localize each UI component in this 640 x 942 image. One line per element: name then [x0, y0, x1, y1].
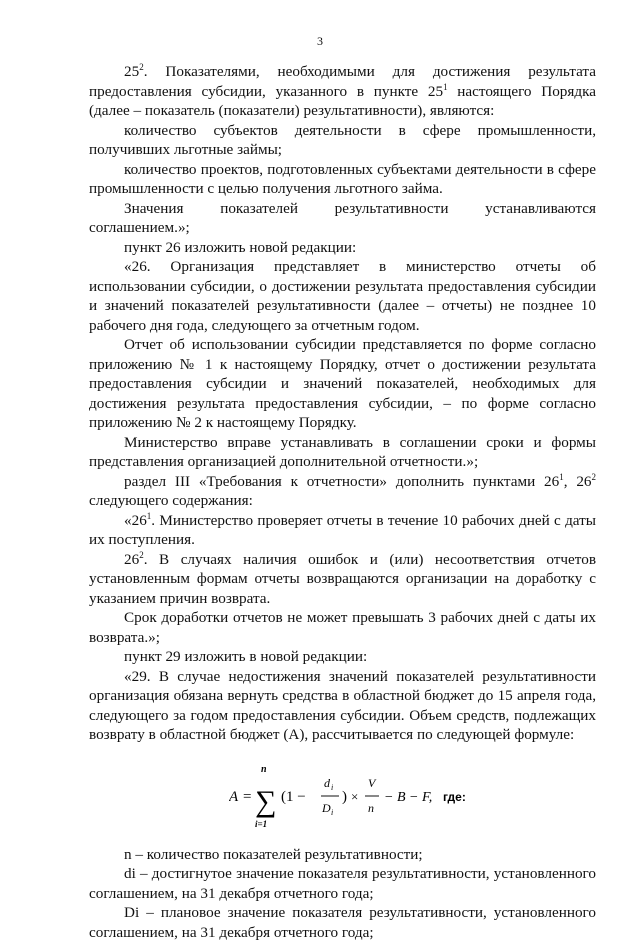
paragraph-def-di: di – достигнутое значение показателя результативности, установленного соглашением, на 31 декабря отчетного года;	[89, 865, 596, 902]
formula-v-den: n	[368, 800, 374, 815]
formula-num: d	[324, 775, 330, 790]
formula-den: D	[322, 800, 331, 815]
paragraph-indicator-loans: количество субъектов деятельности в сфере промышленности, получивших льготные займы;	[89, 121, 596, 158]
paragraph-26-2: $26^2$. В случаях наличия ошибок и (или) несоответствия отчетов установленным формам отчеты возвращаются организации на доработку с указанием причин возврата.	[89, 549, 596, 607]
formula-equals: =	[243, 788, 252, 805]
paragraph-25-2: $25^2$. Показателями, необходимыми для достижения результата предоставления субсидии, указанного в пункте $25^1$ настоящего Порядка (далее – показатель (показатели) результативности), являются:	[89, 61, 597, 119]
formula-times: ×	[351, 788, 359, 804]
formula-den-sub: i	[331, 807, 334, 817]
formula-sum-bottom: i=1	[255, 818, 268, 829]
paragraph-item-29-intro: пункт 29 изложить в новой редакции:	[124, 648, 368, 665]
paragraph-def-n: n – количество показателей результативности;	[124, 845, 423, 863]
paragraph-indicator-values: Значения показателей результативности устанавливаются соглашением.»;	[89, 199, 596, 236]
paragraph-item-26: «26. Организация представляет в министерство отчеты об использовании субсидии, о достижении результата предоставления субсидии и значений показателей результативности (далее – отчеты) не позднее 10 рабочего дня года, следующего за отчетным годом.	[89, 258, 596, 334]
formula-tail: − B − F,	[384, 789, 433, 805]
paragraph-def-Di: Di – плановое значение показателя результативности, установленного соглашением, на 31 декабря отчетного года;	[89, 904, 596, 941]
paragraph-indicator-projects: количество проектов, подготовленных субъектами деятельности в сфере промышленности с целью получения льготного займа.	[89, 160, 596, 197]
page-number: 3	[317, 34, 323, 48]
formula-open: (1 −	[281, 788, 306, 805]
formula-sum-top: n	[261, 763, 267, 775]
paragraph-item-26-intro: пункт 26 изложить новой редакции:	[124, 238, 357, 256]
paragraph-rework-deadline: Срок доработки отчетов не может превышать 3 рабочих дней с даты их возврата.»;	[89, 609, 596, 646]
refund-formula	[89, 751, 596, 841]
formula-where: где:	[443, 789, 466, 804]
paragraph-section-3: раздел III «Требования к отчетности» дополнить пунктами $26^1$, $26^2$ следующего содержания:	[89, 471, 597, 509]
formula-lhs: A	[229, 788, 239, 805]
formula-v-num: V	[368, 775, 376, 790]
summation-sign: ∑	[255, 784, 277, 818]
formula-close: )	[342, 788, 347, 805]
paragraph-report-forms: Отчет об использовании субсидии представляется по форме согласно приложению № 1 к настоящему Порядку, отчет о достижении результата предоставления субсидии и значений показателей, необходимых для достижения результата предоставления субсидии, – по форме согласно приложению № 2 к настоящему Порядку.	[89, 336, 596, 431]
paragraph-item-29: «29. В случае недостижения значений показателей результативности организация обязана вернуть средства в областной бюджет до 15 апреля года, следующего за годом предоставления субсидии. Объем средств, подлежащих возврату в областной бюджет (A), рассчитывается по следующей формуле:	[89, 667, 596, 743]
formula-num-sub: i	[331, 782, 334, 792]
document-body	[89, 62, 596, 942]
paragraph-26-1: «$26^1$. Министерство проверяет отчеты в течение 10 рабочих дней с даты их поступления.	[89, 510, 596, 548]
paragraph-ministry-rights: Министерство вправе устанавливать в соглашении сроки и формы представления организацией дополнительной отчетности.»;	[89, 433, 596, 470]
